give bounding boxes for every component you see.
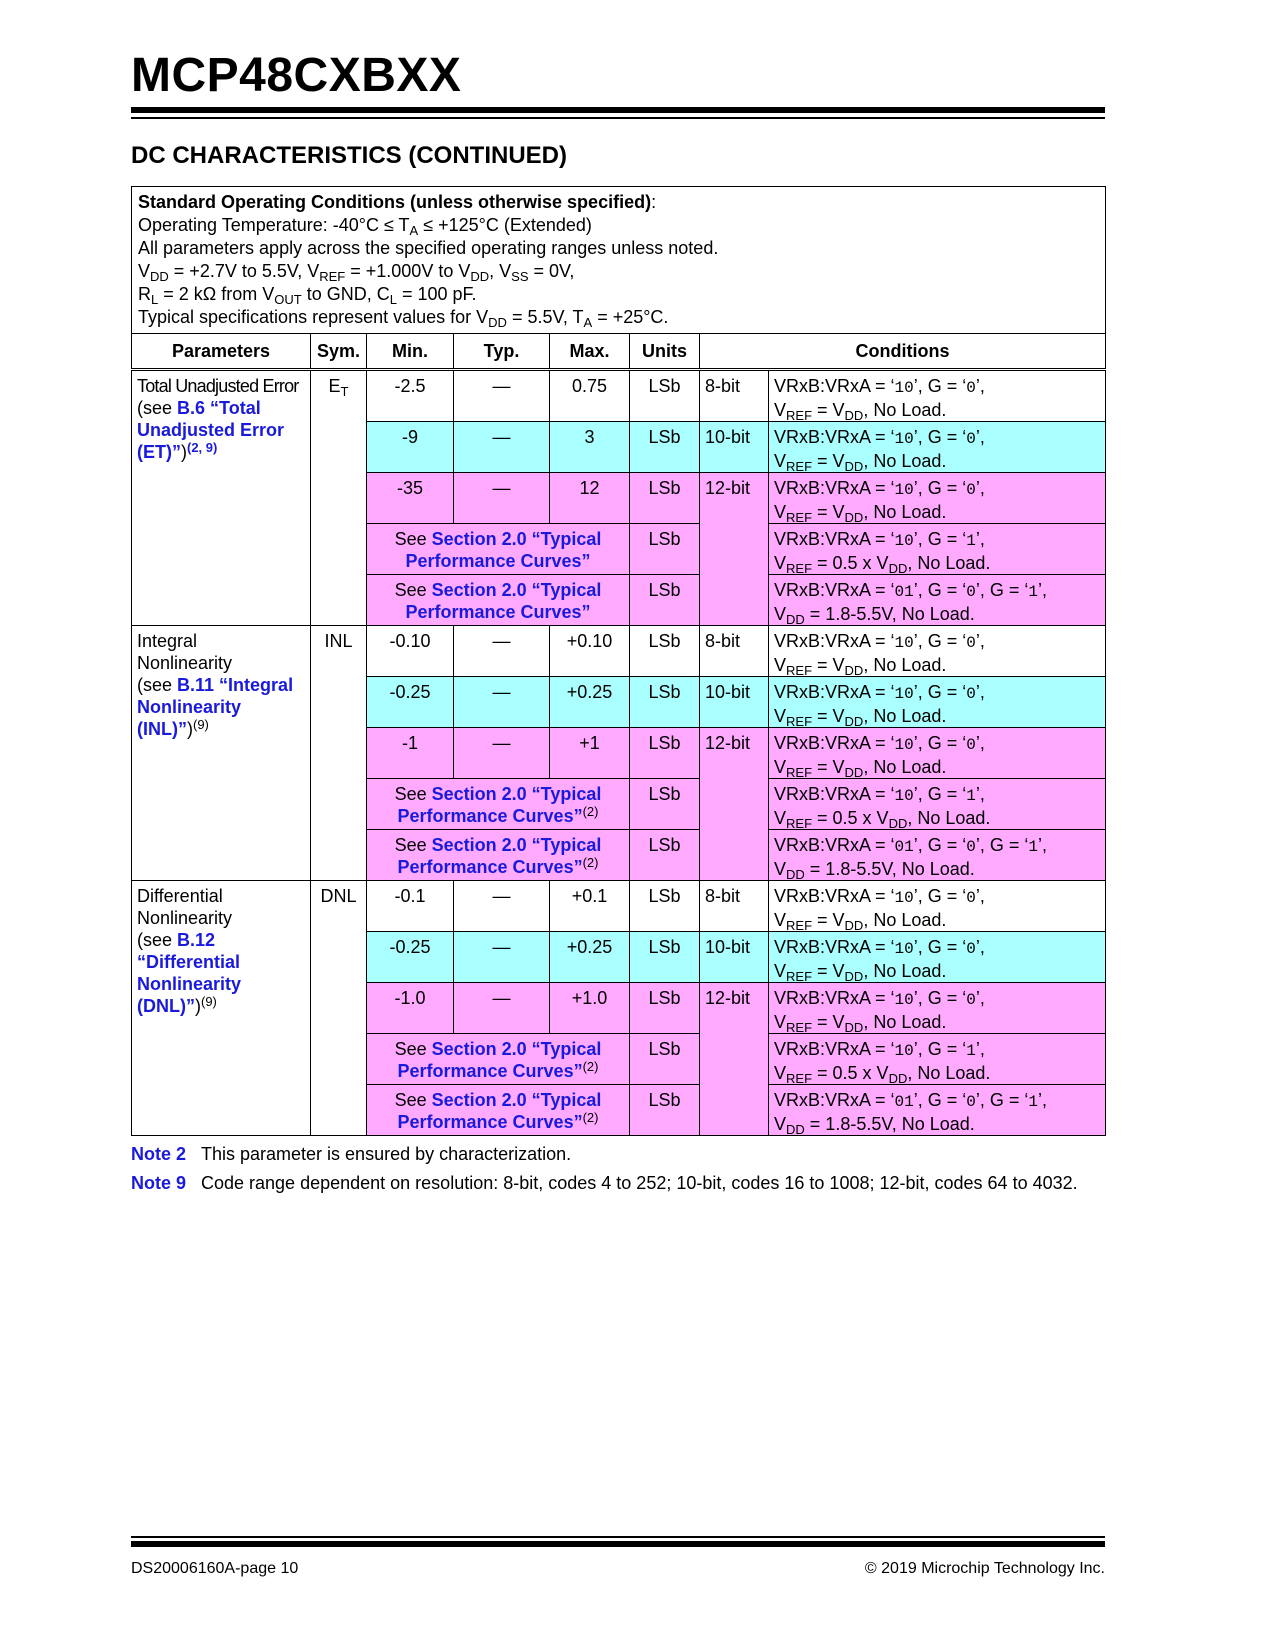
condition-text: VRxB:VRxA = ‘01’, G = ‘0’, G = ‘1’, $V_{DD} = 1.8-5.5V$, No Load. [769,830,1106,881]
conditions-heading: Standard Operating Conditions (unless otherwise specified) [138,192,652,212]
units: LSb [630,881,700,932]
resolution: 10-bit [700,677,769,728]
note-9 [131,1169,1078,1198]
resolution: 8-bit [700,626,769,677]
link-b6[interactable]: B.6 “Total [177,398,261,418]
max-value: +1.0 [550,983,630,1034]
link-section-2[interactable]: Section 2.0 “Typical [431,784,602,804]
condition-text: VRxB:VRxA = ‘01’, G = ‘0’, G = ‘1’, $V_{DD} = 1.8-5.5V$, No Load. [769,1085,1106,1136]
max-value: 0.75 [550,370,630,422]
sym-inl: INL [311,626,367,881]
condition-text: VRxB:VRxA = ‘10’, G = ‘0’, $V_{REF} = V_{DD}$, No Load. [769,677,1106,728]
min-value: -0.25 [367,677,454,728]
resolution: 12-bit [700,473,769,626]
col-max: Max. [550,334,630,370]
typ-value: — [454,677,550,728]
typ-value: — [454,422,550,473]
footer-copyright: © 2019 Microchip Technology Inc. [864,1560,1105,1577]
column-header-row [132,334,1106,370]
max-value: 3 [550,422,630,473]
note-ref[interactable]: (2) [582,1059,599,1074]
note-ref[interactable]: (9) [192,717,209,732]
units: LSb [630,422,700,473]
dc-characteristics-table [131,186,1106,1136]
units: LSb [630,1034,700,1085]
see-section-cell: See Section 2.0 “Typical Performance Curves”$^{(2)}$ [367,779,630,830]
units: LSb [630,473,700,524]
typ-value: — [454,626,550,677]
condition-text: VRxB:VRxA = ‘10’, G = ‘1’, $V_{REF} = 0.5$ x $V_{DD}$, No Load. [769,524,1106,575]
see-section-cell: See Section 2.0 “Typical Performance Curves” [367,524,630,575]
typ-value: — [454,881,550,932]
typ-value: — [454,370,550,422]
condition-text: VRxB:VRxA = ‘10’, G = ‘1’, $V_{REF} = 0.5$ x $V_{DD}$, No Load. [769,779,1106,830]
max-value: +0.1 [550,881,630,932]
operating-conditions: Standard Operating Conditions (unless otherwise specified): Operating Temperature: $-40^\circ C \le T_A \le +125^\circ C$ (Extended) All parameters apply across the specified operating ranges unless noted. $V_{DD} = +2.7V$ to 5.5V, $V_{REF} = +1.000V$ to $V_{DD}$, $V_{SS} = 0V$, $R_L = 2$ kΩ from $V_{OUT}$ to GND, $C_L = 100$ pF. Typical specifications represent values for $V_{DD} = 5.5V$, $T_A = +25^\circ C$. [132,187,1106,334]
resolution: 10-bit [700,422,769,473]
link-b6-cont[interactable]: Unadjusted Error [137,420,285,440]
conditions-line3: All parameters apply across the specified operating ranges unless noted. [138,238,719,258]
min-value: -0.1 [367,881,454,932]
min-value: -35 [367,473,454,524]
units: LSb [630,370,700,422]
sym-dnl: DNL [311,881,367,1136]
link-section-2-cont[interactable]: Performance Curves” [405,551,591,571]
units: LSb [630,575,700,626]
sym-et: $E_T$ [311,370,367,626]
link-b12[interactable]: B.12 [177,930,216,950]
link-section-2-cont[interactable]: Performance Curves” [397,1112,583,1132]
link-section-2-cont[interactable]: Performance Curves” [397,1061,583,1081]
section-title: DC CHARACTERISTICS (CONTINUED) [131,142,567,169]
col-conditions: Conditions [700,334,1106,370]
col-units: Units [630,334,700,370]
operating-conditions-row [132,187,1106,334]
note-text: This parameter is ensured by characterization. [201,1144,572,1164]
link-b12-cont[interactable]: “Differential [137,952,241,972]
link-section-2[interactable]: Section 2.0 “Typical [431,529,602,549]
note-2 [131,1140,1078,1169]
col-typ: Typ. [454,334,550,370]
link-b12-dnl[interactable]: (DNL)” [137,996,195,1016]
see-section-cell: See Section 2.0 “Typical Performance Curves” [367,575,630,626]
link-section-2[interactable]: Section 2.0 “Typical [431,835,602,855]
condition-text: VRxB:VRxA = ‘10’, G = ‘0’, $V_{REF} = V_{DD}$, No Load. [769,728,1106,779]
footer-page-id: DS20006160A-page 10 [131,1560,299,1577]
min-value: -0.25 [367,932,454,983]
units: LSb [630,983,700,1034]
note-ref[interactable]: (2) [582,804,599,819]
conditions-temp-b: ≤ +125°C (Extended) [418,215,592,235]
note-ref[interactable]: (2) [582,1110,599,1125]
conditions-temp-a: Operating Temperature: -40°C ≤ T [138,215,410,235]
units: LSb [630,1085,700,1136]
link-b6-et[interactable]: (ET)” [137,442,181,462]
link-section-2[interactable]: Section 2.0 “Typical [431,580,602,600]
col-sym: Sym. [311,334,367,370]
link-b11[interactable]: B.11 “Integral [177,675,294,695]
link-section-2-cont[interactable]: Performance Curves” [397,857,583,877]
units: LSb [630,677,700,728]
condition-text: VRxB:VRxA = ‘10’, G = ‘1’, $V_{REF} = 0.5$ x $V_{DD}$, No Load. [769,1034,1106,1085]
condition-text: VRxB:VRxA = ‘10’, G = ‘0’, $V_{REF} = V_{DD}$, No Load. [769,932,1106,983]
conditions-line5: $R_L = 2$ kΩ from $V_{OUT}$ to GND, $C_L = 100$ pF. [138,284,477,307]
param-inl: Integral Nonlinearity (see B.11 “Integral Nonlinearity (INL)”)$^{(9)}$ [132,626,311,881]
resolution: 12-bit [700,728,769,881]
units: LSb [630,830,700,881]
note-label: Note 2 [131,1144,187,1164]
min-value: -1.0 [367,983,454,1034]
condition-text: VRxB:VRxA = ‘10’, G = ‘0’, $V_{REF} = V_{DD}$, No Load. [769,626,1106,677]
typ-value: — [454,728,550,779]
max-value: +1 [550,728,630,779]
note-ref[interactable]: (2) [582,855,599,870]
see-section-cell: See Section 2.0 “Typical Performance Curves”$^{(2)}$ [367,830,630,881]
resolution: 8-bit [700,881,769,932]
link-section-2-cont[interactable]: Performance Curves” [397,806,583,826]
resolution: 10-bit [700,932,769,983]
note-label: Note 9 [131,1173,187,1193]
max-value: 12 [550,473,630,524]
condition-text: VRxB:VRxA = ‘01’, G = ‘0’, G = ‘1’, $V_{DD} = 1.8-5.5V$, No Load. [769,575,1106,626]
resolution: 12-bit [700,983,769,1136]
link-b11-cont[interactable]: Nonlinearity [137,697,242,717]
min-value: -2.5 [367,370,454,422]
min-value: -1 [367,728,454,779]
table-row [132,370,1106,422]
see-section-cell: See Section 2.0 “Typical Performance Curves”$^{(2)}$ [367,1085,630,1136]
link-section-2[interactable]: Section 2.0 “Typical [431,1090,602,1110]
max-value: +0.10 [550,626,630,677]
conditions-line4: $V_{DD} = +2.7V$ to 5.5V, $V_{REF} = +1.000V$ to $V_{DD}$, $V_{SS} = 0V$, [138,261,575,284]
condition-text: VRxB:VRxA = ‘10’, G = ‘0’, $V_{REF} = V_{DD}$, No Load. [769,422,1106,473]
table-row [132,626,1106,677]
footer-rule-thick [131,1541,1105,1547]
condition-text: VRxB:VRxA = ‘10’, G = ‘0’, $V_{REF} = V_{DD}$, No Load. [769,370,1106,422]
note-ref[interactable]: (2, 9) [187,440,218,455]
link-b12-cont2[interactable]: Nonlinearity [137,974,242,994]
page-title: MCP48CXBXX [131,49,462,102]
units: LSb [630,524,700,575]
link-section-2-cont[interactable]: Performance Curves” [405,602,591,622]
units: LSb [630,728,700,779]
conditions-line6: Typical specifications represent values for $V_{DD} = 5.5V$, $T_A = +25^\circ C$. [138,307,669,330]
max-value: +0.25 [550,932,630,983]
min-value: -0.10 [367,626,454,677]
header-rule-thick [131,107,1105,113]
notes [131,1140,1078,1198]
see-section-cell: See Section 2.0 “Typical Performance Curves”$^{(2)}$ [367,1034,630,1085]
condition-text: VRxB:VRxA = ‘10’, G = ‘0’, $V_{REF} = V_{DD}$, No Load. [769,983,1106,1034]
link-section-2[interactable]: Section 2.0 “Typical [431,1039,602,1059]
resolution: 8-bit [700,370,769,422]
header-rule-thin [131,117,1105,119]
link-b11-inl[interactable]: (INL)” [137,719,187,739]
footer-rule-thin [131,1536,1105,1538]
typ-value: — [454,473,550,524]
param-et: Total Unadjusted Error (see B.6 “Total Unadjusted Error (ET)”)$^{(2, 9)}$ [132,370,311,626]
min-value: -9 [367,422,454,473]
note-text: Code range dependent on resolution: 8-bit, codes 4 to 252; 10-bit, codes 16 to 1008; 12-bit, codes 64 to 4032. [201,1173,1078,1193]
condition-text: VRxB:VRxA = ‘10’, G = ‘0’, $V_{REF} = V_{DD}$, No Load. [769,473,1106,524]
max-value: +0.25 [550,677,630,728]
units: LSb [630,626,700,677]
units: LSb [630,779,700,830]
param-dnl: Differential Nonlinearity (see B.12 “Differential Nonlinearity (DNL)”)$^{(9)}$ [132,881,311,1136]
typ-value: — [454,983,550,1034]
note-ref[interactable]: (9) [200,994,217,1009]
table-row [132,881,1106,932]
col-parameters: Parameters [132,334,311,370]
units: LSb [630,932,700,983]
col-min: Min. [367,334,454,370]
condition-text: VRxB:VRxA = ‘10’, G = ‘0’, $V_{REF} = V_{DD}$, No Load. [769,881,1106,932]
typ-value: — [454,932,550,983]
